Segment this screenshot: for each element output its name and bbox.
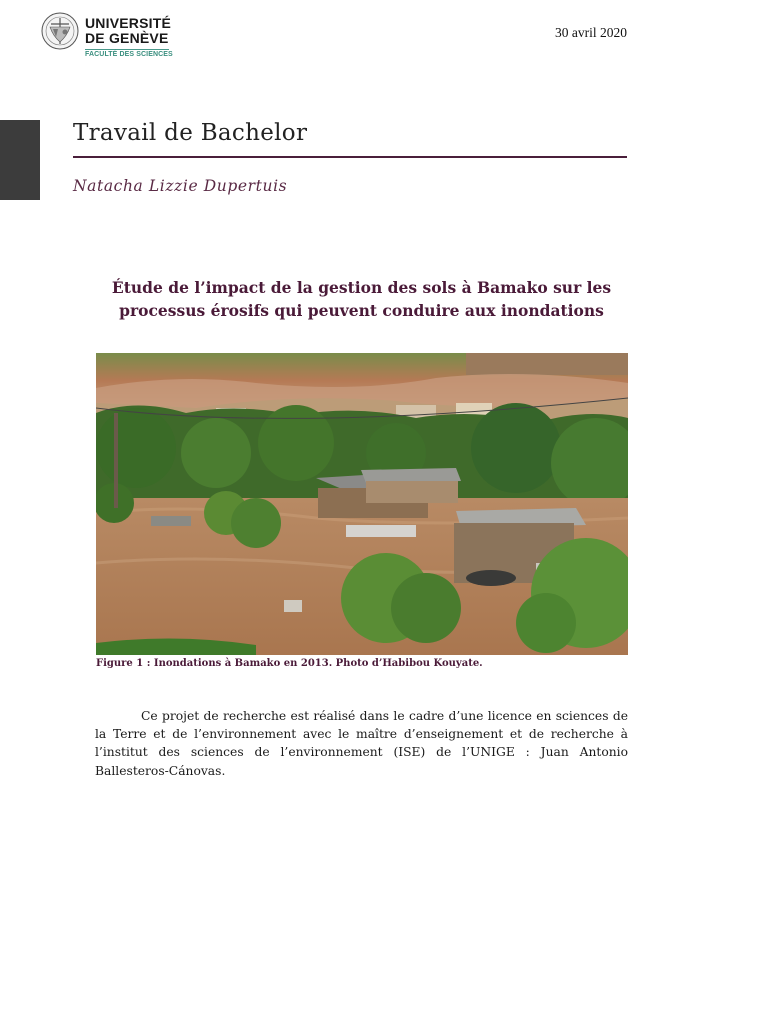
- flood-photo: [96, 353, 628, 655]
- logo-divider: [85, 49, 169, 50]
- university-name-line2: DE GENÈVE: [85, 30, 169, 46]
- figure-caption: Figure 1 : Inondations à Bamako en 2013. Photo d’Habibou Kouyate.: [96, 658, 483, 669]
- faculty-name: FACULTÉ DES SCIENCES: [85, 51, 173, 58]
- university-logo: [41, 12, 173, 62]
- flood-photo-illustration: [96, 353, 628, 655]
- side-tab-marker: [0, 120, 40, 200]
- university-name-line1: UNIVERSITÉ: [85, 15, 172, 31]
- body-paragraph: Ce projet de recherche est réalisé dans le cadre d’une licence en sciences de la Terre et de l’environnement avec le maître d’enseignement et de recherche à l’institut des sciences de l’environnement (ISE) de l’UNIGE : Juan Antonio Ballesteros-Cánovas.: [95, 709, 628, 778]
- university-seal-icon: [41, 12, 79, 50]
- page-title: Travail de Bachelor: [73, 120, 308, 146]
- author-name: Natacha Lizzie Dupertuis: [73, 177, 288, 195]
- thesis-subject: Étude de l’impact de la gestion des sols à Bamako sur les processus érosifs qui peuvent conduire aux inondations: [111, 278, 612, 320]
- document-date: 30 avril 2020: [555, 25, 627, 40]
- title-divider: [73, 156, 627, 158]
